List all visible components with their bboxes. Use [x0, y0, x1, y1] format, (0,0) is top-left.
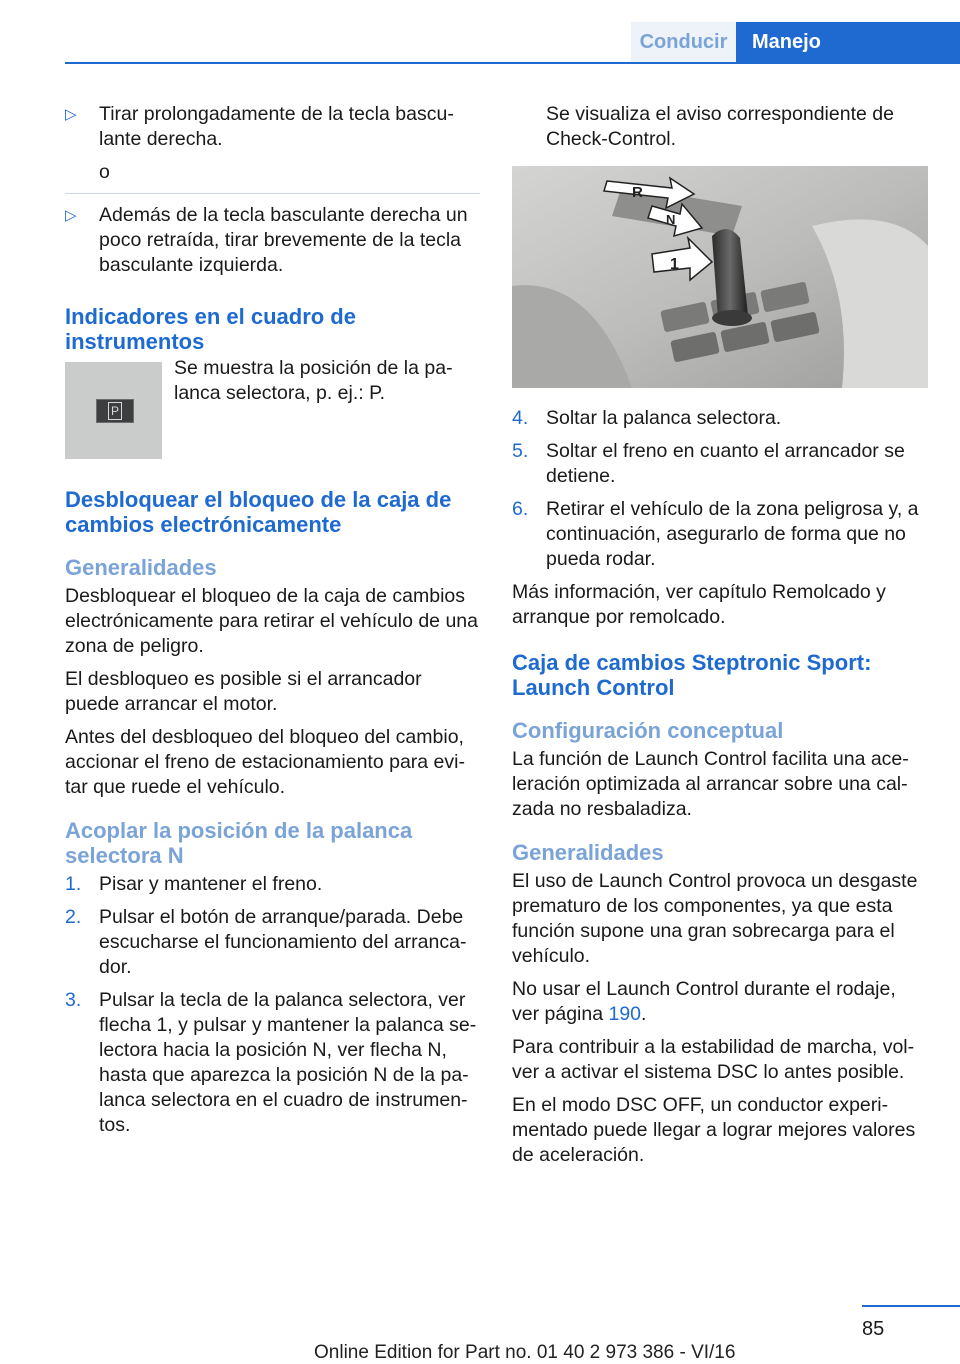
svg-text:1: 1	[670, 256, 679, 273]
divider	[65, 193, 480, 194]
list-item: 4. Soltar la palanca selectora.	[512, 407, 782, 429]
svg-text:N: N	[666, 212, 676, 227]
paragraph: Desbloquear el bloqueo de la caja de cambios electrónicamente para retirar el vehículo de una zona de peligro.	[65, 585, 478, 657]
indicator-block	[65, 357, 480, 459]
right-column	[512, 102, 928, 1176]
list-item: 6. Retirar el vehículo de la zona peligrosa y, a continuación, asegurarlo de forma que no pueda rodar.	[512, 498, 919, 570]
list-item: 3. Pulsar la tecla de la palanca selectora, ver flecha 1, y pulsar y mantener la palanca se‐lectora hacia la posición N, ver flecha N, hasta que aparezca la posición N de la pa‐lanca selectora en el cuadro de instrumen‐tos.	[65, 989, 477, 1136]
list-item: 5. Soltar el freno en cuanto el arrancador se detiene.	[512, 440, 905, 487]
heading-general: Generalidades	[512, 840, 664, 865]
triangle-bullet-icon: ▷	[65, 106, 77, 123]
edition-footer: Online Edition for Part no. 01 40 2 973 386 - VI/16	[314, 1342, 736, 1363]
indicator-text: Se muestra la posición de la pa‐lanca selectora, p. ej.: P.	[174, 357, 453, 404]
list-item: 1. Pisar y mantener el freno.	[65, 873, 323, 895]
svg-text:R: R	[632, 184, 643, 201]
tab-manejo[interactable]: Manejo	[736, 22, 960, 62]
paragraph: El uso de Launch Control provoca un desgaste prematuro de los componentes, ya que esta función supone una gran sobrecarga para el vehículo.	[512, 870, 918, 967]
tab-conducir[interactable]: Conducir	[631, 22, 736, 62]
footer-divider	[862, 1305, 960, 1307]
or-text: o	[99, 161, 110, 183]
paragraph: Antes del desbloqueo del bloqueo del cambio, accionar el freno de estacionamiento para evi‐tar que ruede el vehículo.	[65, 726, 465, 798]
park-indicator-icon: P	[96, 399, 134, 423]
list-item: ▷ Tirar prolongadamente de la tecla bascu‐lante derecha.	[65, 103, 454, 150]
page-link[interactable]: 190	[608, 1003, 642, 1025]
paragraph: En el modo DSC OFF, un conductor experi‐mentado puede llegar a lograr mejores valores de aceleración.	[512, 1094, 916, 1166]
heading-concept: Configuración conceptual	[512, 718, 784, 743]
gear-selector-photo	[512, 166, 928, 388]
header-bar	[65, 22, 960, 64]
list-item: ▷ Además de la tecla basculante derecha un poco retraída, tirar brevemente de la tecla basculante izquierda.	[65, 204, 468, 276]
paragraph: Para contribuir a la estabilidad de marcha, vol‐ver a activar el sistema DSC lo antes posible.	[512, 1036, 915, 1083]
paragraph: La función de Launch Control facilita una ace‐leración optimizada al arrancar sobre una cal‐zada no resbaladiza.	[512, 748, 909, 820]
paragraph: No usar el Launch Control durante el rodaje, ver página 190.	[512, 978, 896, 1025]
paragraph: Más información, ver capítulo Remolcado y arranque por remolcado.	[512, 581, 886, 628]
paragraph: El desbloqueo es posible si el arrancador puede arrancar el motor.	[65, 668, 422, 715]
heading-launch-control: Caja de cambios Steptronic Sport: Launch Control	[512, 650, 872, 700]
list-item: 2. Pulsar el botón de arranque/parada. Debe escucharse el funcionamiento del arranca‐dor.	[65, 906, 467, 978]
page-number: 85	[862, 1318, 885, 1340]
heading-indicators: Indicadores en el cuadro de instrumentos	[65, 304, 356, 354]
paragraph: Se visualiza el aviso correspondiente de Check-Control.	[546, 103, 894, 150]
triangle-bullet-icon: ▷	[65, 207, 77, 224]
left-column	[65, 102, 480, 1146]
heading-couple-n: Acoplar la posición de la palanca selectora N	[65, 818, 413, 868]
indicator-thumbnail	[65, 362, 162, 459]
heading-general: Generalidades	[65, 555, 217, 580]
heading-unlock: Desbloquear el bloqueo de la caja de cambios electrónicamente	[65, 487, 452, 537]
